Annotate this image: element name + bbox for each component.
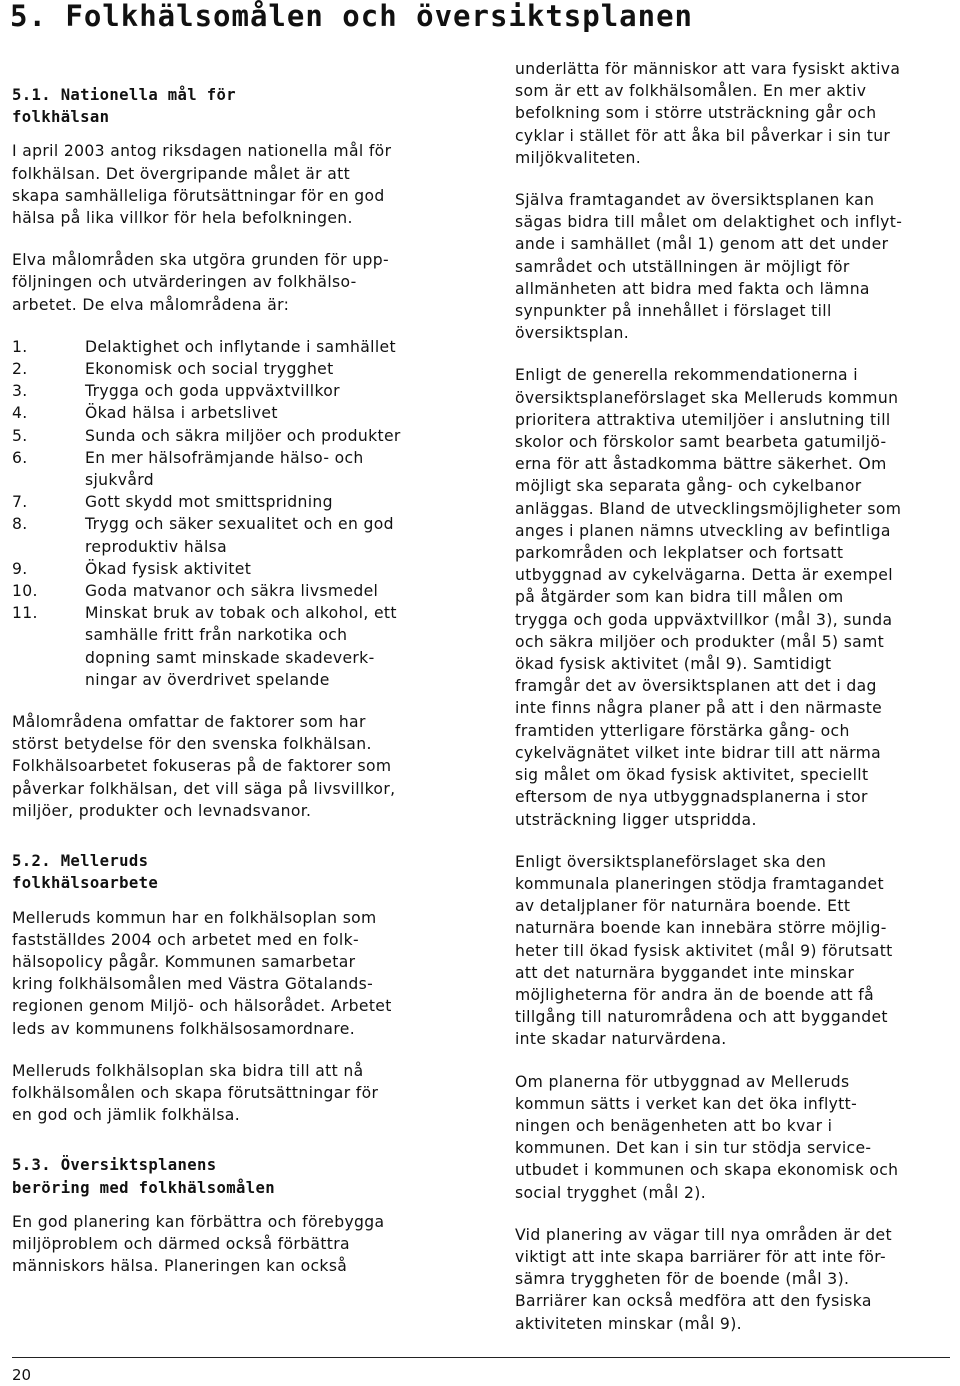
text-line: arbetet. De elva målområdena är:: [12, 295, 290, 314]
text-line: Målområdena omfattar de faktorer som har: [12, 713, 366, 732]
goal-number: 6.: [12, 448, 28, 467]
text-line: samrådet och utställningen är möjligt för: [515, 257, 850, 276]
text-line: sjukvård: [85, 471, 154, 490]
goal-number: 4.: [12, 404, 28, 423]
goal-text: [85, 580, 378, 602]
goal-text: [85, 402, 278, 424]
goal-text: [85, 336, 396, 358]
text-line: Melleruds folkhälsoplan ska bidra till att nå: [12, 1061, 364, 1080]
text-line: framgår det av översiktsplanen att det i dag: [515, 677, 877, 696]
text-line: aktiviteten minskar (mål 9).: [515, 1314, 742, 1333]
text-line: regionen genom Miljö- och hälsorådet. Arbetet: [12, 997, 392, 1016]
page-title: 5. Folkhälsomålen och översiktsplanen: [10, 0, 694, 33]
text-line: kommun sätts i verket kan det öka inflytt-: [515, 1094, 858, 1113]
goal-text: [85, 447, 364, 491]
section-heading-5-3: [12, 1154, 452, 1198]
text-line: leds av kommunens folkhälsosamordnare.: [12, 1019, 355, 1038]
text-line: Minskat bruk av tobak och alkohol, ett: [85, 604, 397, 623]
text-line: anläggas. Bland de utvecklingsmöjligheter som: [515, 499, 902, 518]
text-line: miljöer, produkter och levnadsvanor.: [12, 801, 312, 820]
text-line: cyklar i stället för att åka bil påverkar i sin tur: [515, 126, 891, 145]
goal-text: [85, 602, 397, 691]
text-line: inte skadar naturvärdena.: [515, 1030, 727, 1049]
goal-text: [85, 358, 334, 380]
text-line: Ekonomisk och social trygghet: [85, 360, 334, 379]
text-line: fastställdes 2004 och arbetet med en folk-: [12, 930, 359, 949]
goal-item: [12, 558, 452, 580]
heading-line: 5.2. Melleruds: [12, 852, 149, 871]
text-line: naturnära boende kan innebära större möjlig-: [515, 919, 887, 938]
page-number: 20: [12, 1366, 32, 1384]
text-line: av detaljplaner för naturnära boende. Ett: [515, 897, 851, 916]
text-line: påverkar folkhälsan, det vill säga på livsvillkor,: [12, 779, 396, 798]
goal-text: [85, 491, 333, 513]
text-line: hälsa på lika villkor för hela befolkningen.: [12, 209, 353, 228]
text-line: Goda matvanor och säkra livsmedel: [85, 582, 379, 601]
text-line: folkhälsomålen och skapa förutsättningar för: [12, 1083, 379, 1102]
goal-number: 7.: [12, 493, 28, 512]
goal-item: [12, 425, 452, 447]
section-heading-5-2: [12, 850, 452, 894]
text-line: som är ett av folkhälsomålen. En mer aktiv: [515, 82, 867, 101]
goal-number: 3.: [12, 382, 28, 401]
text-line: Enligt de generella rekommendationerna i: [515, 366, 858, 385]
text-line: Melleruds kommun har en folkhälsoplan som: [12, 908, 377, 927]
melleruds-paragraph-2: [12, 1060, 452, 1127]
text-line: att det naturnära byggandet inte minskar: [515, 963, 855, 982]
goal-text: [85, 380, 340, 402]
text-line: miljökvaliteten.: [515, 148, 642, 167]
text-line: Sunda och säkra miljöer och produkter: [85, 426, 401, 445]
text-line: Enligt översiktsplaneförslaget ska den: [515, 852, 827, 871]
text-line: möjligt ska separata gång- och cykelbanor: [515, 477, 862, 496]
goal-text: [85, 425, 401, 447]
text-line: folkhälsan. Det övergripande målet är att: [12, 164, 351, 183]
goals-list: [12, 336, 452, 691]
text-line: och säkra miljöer och produkter (mål 5) samt: [515, 632, 885, 651]
goal-number: 10.: [12, 582, 38, 601]
goal-number: 1.: [12, 337, 28, 356]
text-line: heter till ökad fysisk aktivitet (mål 9) förutsatt: [515, 941, 893, 960]
heading-line: 5.3. Översiktsplanens: [12, 1156, 217, 1175]
text-line: miljöproblem och därmed också förbättra: [12, 1234, 350, 1253]
text-line: Elva målområden ska utgöra grunden för upp-: [12, 251, 389, 270]
right-paragraph-5: [515, 1071, 951, 1204]
text-line: samhälle fritt från narkotika och: [85, 626, 348, 645]
text-line: eftersom de nya utbyggnadsplanerna i stor: [515, 788, 868, 807]
text-line: störst betydelse för den svenska folkhälsan.: [12, 735, 372, 754]
goal-number: 9.: [12, 559, 28, 578]
goal-item: [12, 402, 452, 424]
text-line: allmänheten att bidra med fakta och lämna: [515, 279, 870, 298]
text-line: En mer hälsofrämjande hälso- och: [85, 448, 364, 467]
text-line: Vid planering av vägar till nya områden är det: [515, 1225, 892, 1244]
text-line: Ökad fysisk aktivitet: [85, 559, 252, 578]
text-line: trygga och goda uppväxtvillkor (mål 3), sunda: [515, 610, 893, 629]
text-line: prioritera attraktiva utemiljöer i anslutning till: [515, 410, 891, 429]
heading-line: 5.1. Nationella mål för: [12, 86, 236, 104]
text-line: Folkhälsoarbetet fokuseras på de faktorer som: [12, 757, 392, 776]
goal-item: [12, 580, 452, 602]
text-line: cykelvägnätet vilket inte bidrar till att närma: [515, 743, 882, 762]
section-heading-5-1: [12, 84, 452, 128]
goal-item: [12, 491, 452, 513]
goal-item: [12, 513, 452, 557]
intro-paragraph: [12, 140, 452, 229]
text-line: erna för att åstadkomma bättre säkerhet. Om: [515, 455, 887, 474]
text-line: människors hälsa. Planeringen kan också: [12, 1257, 348, 1276]
text-line: på åtgärder som kan bidra till målen om: [515, 588, 844, 607]
goal-number: 2.: [12, 360, 28, 379]
text-line: ningar av överdrivet spelande: [85, 670, 330, 689]
text-line: social trygghet (mål 2).: [515, 1183, 706, 1202]
text-line: hälsopolicy pågår. Kommunen samarbetar: [12, 952, 356, 971]
goal-item: [12, 602, 452, 691]
text-line: ningen och benägenheten att bo kvar i: [515, 1116, 833, 1135]
text-line: framtiden ytterligare förstärka gång- och: [515, 721, 850, 740]
text-line: dopning samt minskade skadeverk-: [85, 648, 375, 667]
text-line: sägas bidra till målet om delaktighet och inflyt-: [515, 213, 903, 232]
goal-item: [12, 336, 452, 358]
goal-number: 11.: [12, 604, 38, 623]
heading-line: folkhälsoarbete: [12, 874, 159, 893]
text-line: sig målet om ökad fysisk aktivitet, speciellt: [515, 766, 869, 785]
goal-text: [85, 513, 394, 557]
text-line: Om planerna för utbyggnad av Melleruds: [515, 1072, 850, 1091]
text-line: Delaktighet och inflytande i samhället: [85, 337, 396, 356]
text-line: utbyggnad av cykelvägarna. Detta är exempel: [515, 566, 893, 585]
text-line: En god planering kan förbättra och förebygga: [12, 1212, 385, 1231]
right-paragraph-6: [515, 1224, 951, 1335]
text-line: en god och jämlik folkhälsa.: [12, 1106, 241, 1125]
left-column: [12, 58, 452, 1277]
right-paragraph-4: [515, 851, 951, 1051]
melleruds-paragraph-1: [12, 907, 452, 1040]
text-line: Gott skydd mot smittspridning: [85, 493, 333, 512]
goal-number: 5.: [12, 426, 28, 445]
text-line: Trygga och goda uppväxtvillkor: [85, 382, 340, 401]
goal-item: [12, 380, 452, 402]
text-line: Trygg och säker sexualitet och en god: [85, 515, 394, 534]
text-line: befolkning som i större utsträckning går och: [515, 104, 877, 123]
text-line: utsträckning ligger utspridda.: [515, 810, 757, 829]
text-line: ökad fysisk aktivitet (mål 9). Samtidigt: [515, 655, 832, 674]
goal-text: [85, 558, 251, 580]
heading-line: folkhälsan: [12, 108, 110, 127]
goal-number: 8.: [12, 515, 28, 534]
text-line: översiktsplaneförslaget ska Melleruds kommun: [515, 388, 899, 407]
text-line: anges i planen nämns utveckling av befintliga: [515, 521, 891, 540]
goal-item: [12, 358, 452, 380]
text-line: utbudet i kommunen och skapa ekonomisk och: [515, 1161, 899, 1180]
text-line: reproduktiv hälsa: [85, 537, 228, 556]
text-line: Ökad hälsa i arbetslivet: [85, 404, 278, 423]
text-line: översiktsplan.: [515, 324, 630, 343]
right-paragraph-3: [515, 364, 951, 830]
text-line: skolor och förskolor samt bearbeta gatumiljö-: [515, 433, 887, 452]
footer-rule: [12, 1357, 950, 1358]
planning-paragraph: [12, 1211, 452, 1278]
text-line: Själva framtagandet av översiktsplanen kan: [515, 191, 875, 210]
text-line: sämra tryggheten för de boende (mål 3).: [515, 1270, 850, 1289]
text-line: kommunala planeringen stödja framtagandet: [515, 874, 884, 893]
heading-line: beröring med folkhälsomålen: [12, 1178, 275, 1197]
text-line: ande i samhället (mål 1) genom att det under: [515, 235, 889, 254]
text-line: Barriärer kan också medföra att den fysiska: [515, 1292, 872, 1311]
text-line: parkområden och lekplatser och fortsatt: [515, 544, 844, 563]
goal-item: [12, 447, 452, 491]
text-line: följningen och utvärderingen av folkhälso-: [12, 273, 357, 292]
text-line: synpunkter på innehållet i förslaget till: [515, 302, 832, 321]
right-paragraph-1: [515, 58, 951, 169]
right-paragraph-2: [515, 189, 951, 344]
text-line: möjligheterna för andra än de boende att få: [515, 985, 875, 1004]
text-line: underlätta för människor att vara fysiskt aktiva: [515, 60, 901, 78]
factors-paragraph: [12, 711, 452, 822]
text-line: viktigt att inte skapa barriärer för att inte för-: [515, 1247, 886, 1266]
text-line: tillgång till naturområdena och att byggandet: [515, 1008, 888, 1027]
text-line: kring folkhälsomålen med Västra Götalands-: [12, 975, 374, 994]
text-line: I april 2003 antog riksdagen nationella mål för: [12, 142, 392, 161]
areas-paragraph: [12, 249, 452, 316]
text-line: inte finns några planer på att i den närmaste: [515, 699, 883, 718]
text-line: kommunen. Det kan i sin tur stödja service-: [515, 1139, 872, 1158]
right-column: [515, 58, 951, 1335]
text-line: skapa samhälleliga förutsättningar för en god: [12, 186, 385, 205]
